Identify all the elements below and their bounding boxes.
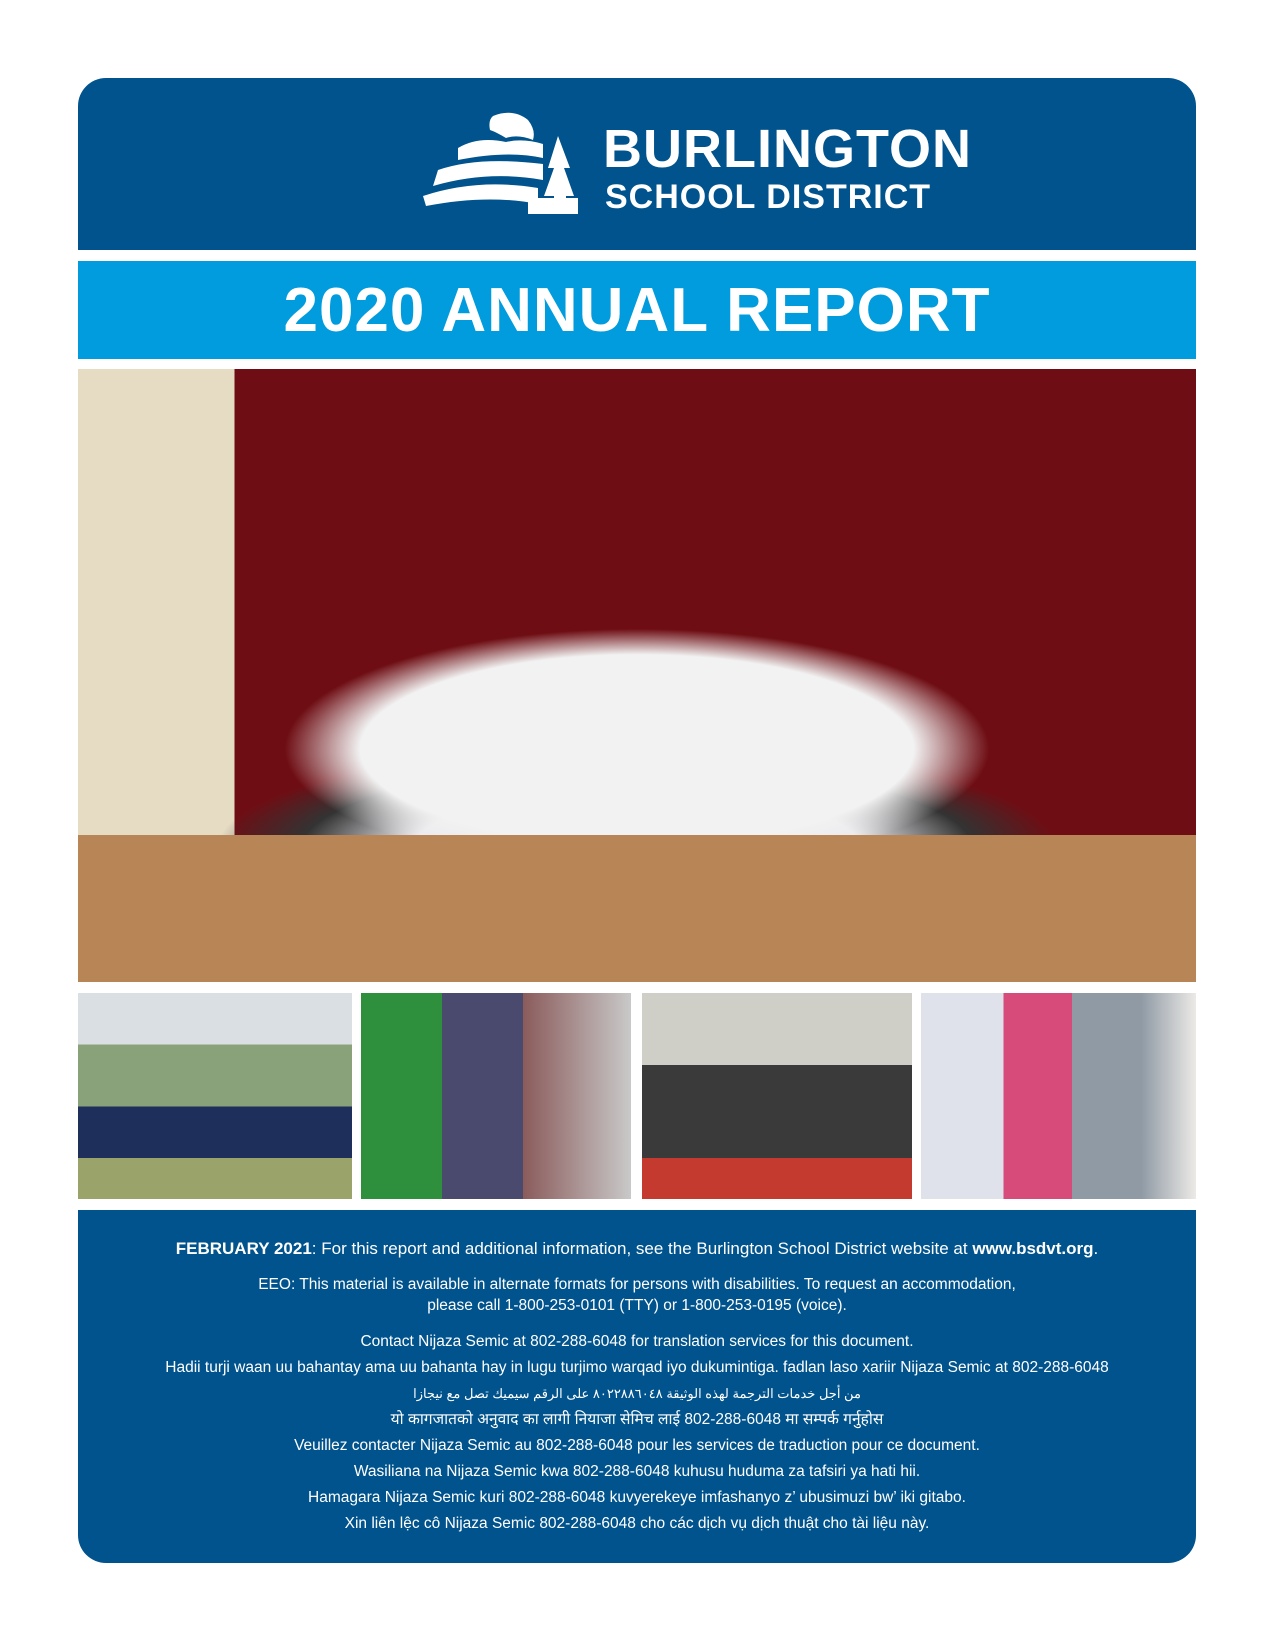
report-date: FEBRUARY 2021	[175, 1239, 312, 1258]
logo-text-burlington: BURLINGTON	[603, 119, 972, 179]
translation-somali: Hadii turji waan uu bahantay ama uu bahanta hay in lugu turjimo warqad iyo dukumintiga. fadlan laso xariir Nijaza Semic at 802-288-6048	[165, 1359, 1109, 1376]
header-banner	[78, 78, 1196, 250]
period: .	[1093, 1239, 1099, 1258]
eeo-line-1: EEO: This material is available in alternate formats for persons with disabilities. To request an accommodation,	[258, 1276, 1016, 1293]
report-info-text: : For this report and additional information, see the Burlington School District website at	[311, 1239, 973, 1258]
translation-kirundi: Hamagara Nijaza Semic kuri 802-288-6048 kuvyerekeye imfashanyo z’ ubusimuzi bw’ iki gitabo.	[308, 1489, 966, 1506]
translation-vietnamese: Xin liên lệc cô Nijaza Semic 802-288-6048 cho các dịch vụ dịch thuật cho tài liệu này.	[344, 1515, 930, 1532]
thumb-photo-student-event	[642, 993, 912, 1199]
report-title-band	[78, 261, 1196, 359]
district-logo	[418, 108, 1018, 218]
logo-text-school-district: SCHOOL DISTRICT	[605, 178, 932, 216]
thumb-photo-students-in-masks	[78, 993, 352, 1199]
translation-french: Veuillez contacter Nijaza Semic au 802-288-6048 pour les services de traduction pour ce document.	[294, 1437, 980, 1454]
thumb-photo-school-play	[361, 993, 631, 1199]
translation-english: Contact Nijaza Semic at 802-288-6048 for translation services for this document.	[360, 1333, 914, 1350]
website-link[interactable]: www.bsdvt.org	[972, 1239, 1094, 1258]
footer-info-panel	[78, 1210, 1196, 1563]
translation-swahili: Wasiliana na Nijaza Semic kwa 802-288-6048 kuhusu huduma za tafsiri ya hati hii.	[353, 1463, 921, 1480]
translation-arabic: من أجل خدمات الترجمة لهذه الوثيقة ٨٠٢٢٨٨٦٠٤٨ على الرقم سيميك تصل مع نيجازا	[413, 1386, 861, 1401]
report-info-line	[78, 1238, 1196, 1259]
mountain-tree-logo-icon	[418, 108, 588, 218]
report-title: 2020 ANNUAL REPORT	[283, 275, 991, 345]
translation-nepali: यो कागजातको अनुवाद का लागी नियाजा सेमिच लाई 802-288-6048 मा सम्पर्क गर्नुहोस	[390, 1411, 884, 1428]
thumb-photo-children-crafts	[921, 993, 1196, 1199]
eeo-line-2: please call 1-800-253-0101 (TTY) or 1-800-253-0195 (voice).	[427, 1297, 847, 1314]
main-group-photo	[78, 369, 1196, 982]
